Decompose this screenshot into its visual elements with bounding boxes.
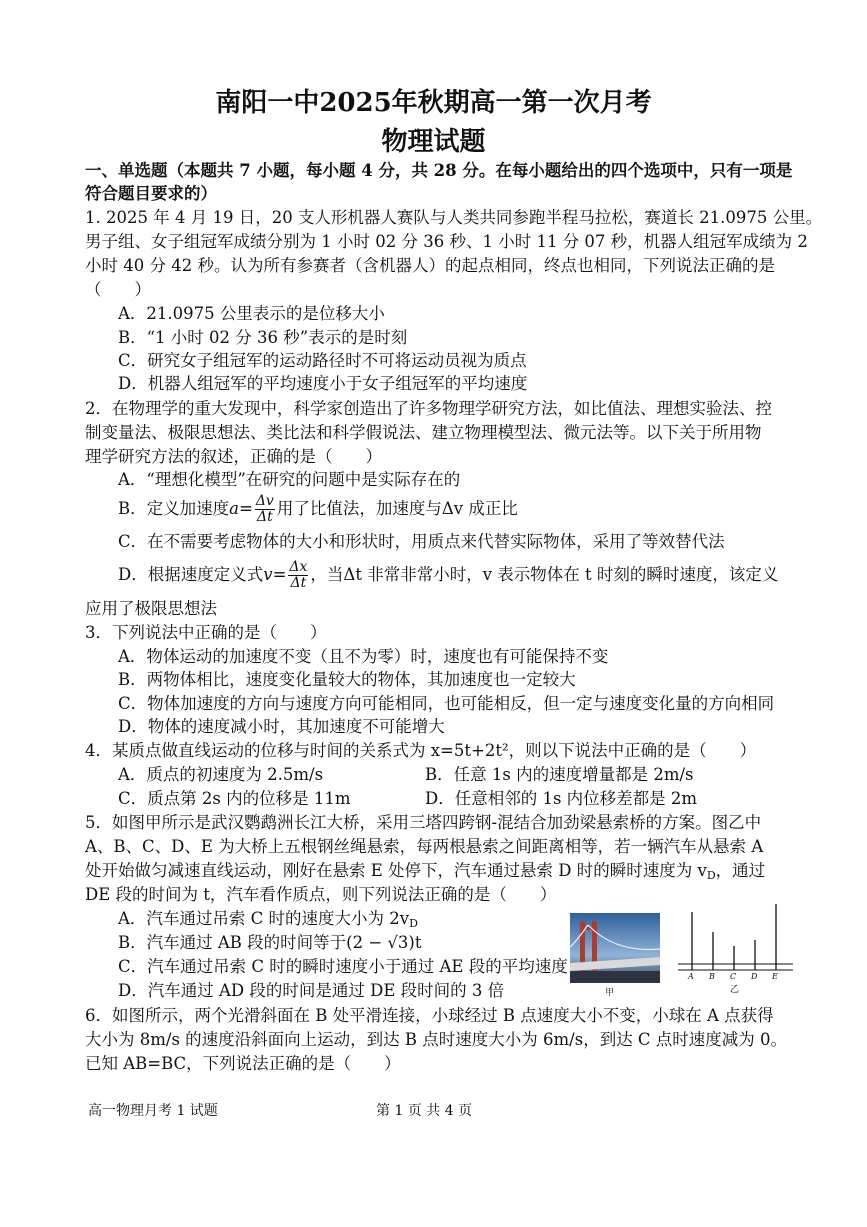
cable-label-c: C [730,972,737,981]
q2-option-d-fraction [288,560,308,591]
q1-stem-line1: 1. 2025 年 4 月 19 日，20 支人形机器人赛队与人类共同参跑半程马拉松，赛道长 21.0975 公里。 [85,208,823,227]
q1-option-c: C．研究女子组冠军的运动路径时不可将运动员视为质点 [118,351,527,370]
q5-option-b: B．汽车通过 AB 段的时间等于(2 − √3)t [118,933,422,952]
cable-label-a: A [688,972,694,981]
fraction-denominator: Δt [290,575,307,591]
q2-option-d-var: v [263,565,273,584]
q2-option-b-suffix: 用了比值法，加速度与Δv 成正比 [276,499,518,518]
q5-stem-line3 [85,860,765,887]
q5-line3-subscript: D [706,869,716,882]
bridge-photo [570,913,660,983]
q5-option-c: C．汽车通过吊索 C 时的瞬时速度小于通过 AE 段的平均速度 [118,957,568,976]
q2-stem-line2: 制变量法、极限思想法、类比法和科学假说法、建立物理模型法、微元法等。以下关于所用物 [85,423,762,442]
q5-option-a-text: A．汽车通过吊索 C 时的速度大小为 2v [118,909,410,928]
section-heading-line2: 符合题目要求的） [85,184,217,203]
q2-option-d-line2: 应用了极限思想法 [85,599,217,618]
q2-option-a: A．“理想化模型”在研究的问题中是实际存在的 [118,470,461,489]
exam-title: 南阳一中2025年秋期高一第一次月考 [215,88,652,118]
fraction-numerator: Δv [255,493,274,509]
q2-option-d-suffix: ，当Δt 非常非常小时，v 表示物体在 t 时刻的瞬时速度，该定义 [310,565,779,584]
cable-label-d: D [751,972,758,981]
q5-stem-line1: 5．如图甲所示是武汉鹦鹉洲长江大桥，采用三塔四跨钢-混结合加劲梁悬索桥的方案。图乙中 [85,813,762,832]
q1-option-b: B．“1 小时 02 分 36 秒”表示的是时刻 [118,328,408,347]
cable-label-e: E [772,972,778,981]
q2-option-b-fraction [255,494,275,525]
figure-yi-label: 乙 [730,985,740,995]
q1-stem-line3: 小时 40 分 42 秒。认为所有参赛者（含机器人）的起点相同，终点也相同，下列说法正确的是 [85,256,775,275]
q1-option-d: D．机器人组冠军的平均速度小于女子组冠军的平均速度 [118,374,528,393]
q6-stem-line3: 已知 AB=BC，下列说法正确的是（ ） [85,1054,401,1073]
q3-option-d: D．物体的速度减小时，其加速度不可能增大 [118,717,445,736]
q6-stem-line1: 6．如图所示，两个光滑斜面在 B 处平滑连接，小球经过 B 点速度大小不变，小球在 A 点获得 [85,1006,774,1025]
q4-stem: 4．某质点做直线运动的位移与时间的关系式为 x=5t+2t²，则以下说法中正确的是（ ） [85,741,757,760]
fraction-denominator: Δt [256,509,273,525]
exam-subtitle: 物理试题 [381,127,486,157]
q4-option-a: A．质点的初速度为 2.5m/s [118,765,324,784]
cable-diagram [678,902,793,994]
q1-stem-line2: 男子组、女子组冠军成绩分别为 1 小时 02 分 36 秒、1 小时 11 分 07 秒，机器人组冠军成绩为 2 [85,232,808,251]
q5-option-a [118,908,418,935]
q2-option-b-var: a [229,499,239,518]
q3-option-c: C．物体加速度的方向与速度方向可能相同，也可能相反，但一定与速度变化量的方向相同 [118,694,775,713]
q2-stem-line1: 2．在物理学的重大发现中，科学家创造出了许多物理学研究方法，如比值法、理想实验法、控 [85,399,772,418]
q2-option-d-eq: = [272,565,287,584]
q2-option-c: C．在不需要考虑物体的大小和形状时，用质点来代替实际物体，采用了等效替代法 [118,532,725,551]
figure-jia-label: 甲 [605,988,615,998]
q5-stem-line4: DE 段的时间为 t，汽车看作质点，则下列说法正确的是（ ） [85,885,557,904]
q4-option-d: D．任意相邻的 1s 内位移差都是 2m [425,789,698,808]
q5-line3-suffix: ，通过 [715,861,766,880]
q3-option-a: A．物体运动的加速度不变（且不为零）时，速度也有可能保持不变 [118,647,609,666]
q2-option-d-prefix: D．根据速度定义式 [118,565,264,584]
q5-line3-prefix: 处开始做匀减速直线运动，刚好在悬索 E 处停下，汽车通过悬索 D 时的瞬时速度为 v [85,861,707,880]
bridge-photo-image [570,913,660,983]
q2-option-d [118,560,778,591]
q2-stem-line3: 理学研究方法的叙述，正确的是（ ） [85,447,382,466]
q4-option-b: B．任意 1s 内的速度增量都是 2m/s [425,765,694,784]
q5-option-d: D．汽车通过 AD 段的时间是通过 DE 段时间的 3 倍 [118,981,505,1000]
section-heading-line1: 一、单选题（本题共 7 小题，每小题 4 分，共 28 分。在每小题给出的四个选项中，只有一项是 [85,161,793,180]
footer-exam-name: 高一物理月考 1 试题 [88,1103,218,1119]
footer-page-number: 第 1 页 共 4 页 [376,1103,473,1119]
q2-option-b [118,494,518,525]
q6-stem-line2: 大小为 8m/s 的速度沿斜面向上运动，到达 B 点时速度大小为 6m/s，到达 C 点时速度减为 0。 [85,1030,788,1049]
q2-option-b-eq: = [238,499,253,518]
q5-stem-line2: A、B、C、D、E 为大桥上五根钢丝绳悬索，每两根悬索之间距离相等，若一辆汽车从悬索 A [85,837,764,856]
q3-option-b: B．两物体相比，速度变化量较大的物体，其加速度也一定较大 [118,670,576,689]
q1-stem-line4: （ ） [85,280,151,299]
q3-stem: 3．下列说法中正确的是（ ） [85,623,327,642]
q4-option-c: C．质点第 2s 内的位移是 11m [118,789,351,808]
fraction-numerator: Δx [289,559,308,575]
q2-option-b-prefix: B．定义加速度 [118,499,230,518]
cable-label-b: B [709,972,715,981]
q5-option-a-subscript: D [409,917,418,930]
q1-option-a: A．21.0975 公里表示的是位移大小 [118,304,385,323]
